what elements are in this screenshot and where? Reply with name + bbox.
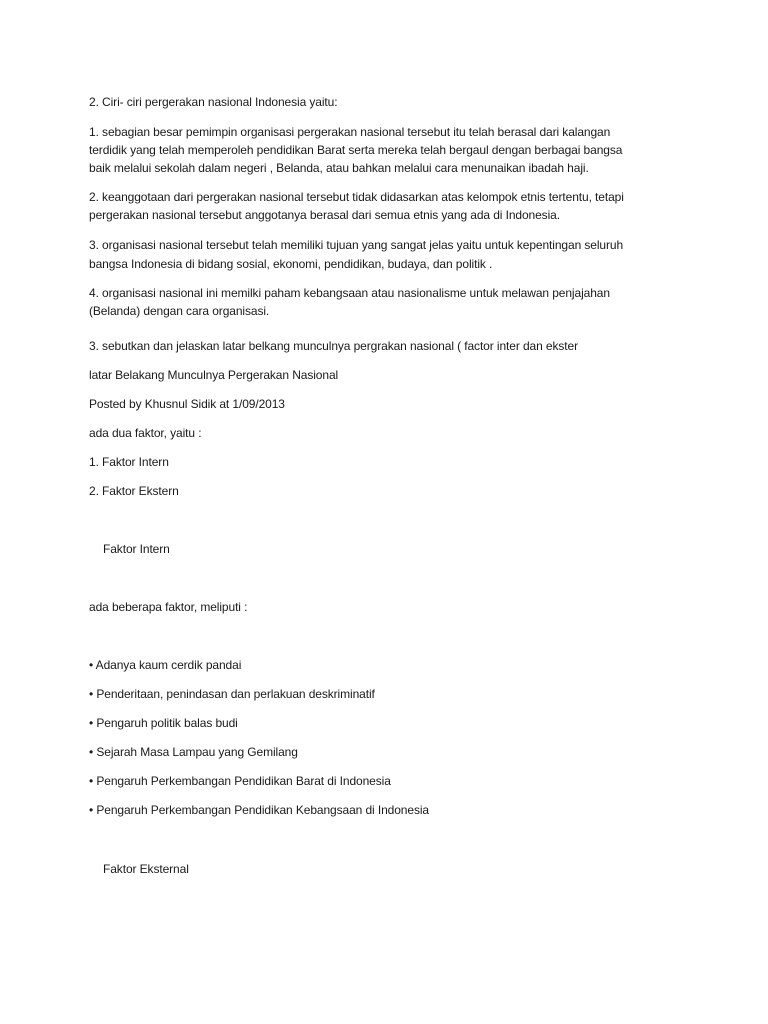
ciri-heading: 2. Ciri- ciri pergerakan nasional Indonesia yaitu:: [89, 95, 338, 109]
bullet-item: • Adanya kaum cerdik pandai: [89, 658, 242, 672]
ciri-item-2-line-2: pergerakan nasional tersebut anggotanya berasal dari semua etnis yang ada di Indonesia.: [89, 208, 560, 222]
bullet-item: • Penderitaan, penindasan dan perlakuan deskriminatif: [89, 687, 375, 701]
ciri-item-2-line-1: 2. keanggotaan dari pergerakan nasional tersebut tidak didasarkan atas kelompok etnis tertentu, tetapi: [89, 190, 624, 204]
ciri-item-1-line-3: baik melalui sekolah dalam negeri , Belanda, atau bahkan melalui cara menunaikan ibadah haji.: [89, 161, 589, 175]
factor-1: 1. Faktor Intern: [89, 455, 169, 469]
factor-2: 2. Faktor Ekstern: [89, 484, 179, 498]
bullet-item: • Pengaruh politik balas budi: [89, 716, 238, 730]
latar-question: 3. sebutkan dan jelaskan latar belkang munculnya pergrakan nasional ( factor inter dan ekster: [89, 339, 578, 353]
ciri-item-1-line-1: 1. sebagian besar pemimpin organisasi pergerakan nasional tersebut itu telah berasal dari kalangan: [89, 125, 611, 139]
ciri-item-3-line-1: 3. organisasi nasional tersebut telah memiliki tujuan yang sangat jelas yaitu untuk kepentingan seluruh: [89, 238, 624, 252]
latar-title: latar Belakang Munculnya Pergerakan Nasional: [89, 368, 339, 382]
ciri-item-1-line-2: terdidik yang telah memperoleh pendidikan Barat serta mereka telah bergaul dengan berbagai bangsa: [89, 143, 623, 157]
intern-intro: ada beberapa faktor, meliputi :: [89, 600, 248, 614]
ciri-item-4-line-1: 4. organisasi nasional ini memilki paham kebangsaan atau nasionalisme untuk melawan penjajahan: [89, 286, 610, 300]
bullet-item: • Pengaruh Perkembangan Pendidikan Kebangsaan di Indonesia: [89, 803, 429, 817]
posted-by: Posted by Khusnul Sidik at 1/09/2013: [89, 397, 285, 411]
bullet-item: • Pengaruh Perkembangan Pendidikan Barat di Indonesia: [89, 774, 391, 788]
ciri-item-3-line-2: bangsa Indonesia di bidang sosial, ekonomi, pendidikan, budaya, dan politik .: [89, 257, 493, 271]
ekstern-heading: Faktor Eksternal: [103, 862, 189, 876]
latar-intro: ada dua faktor, yaitu :: [89, 426, 202, 440]
intern-heading: Faktor Intern: [103, 542, 170, 556]
ciri-item-4-line-2: (Belanda) dengan cara organisasi.: [89, 304, 270, 318]
bullet-item: • Sejarah Masa Lampau yang Gemilang: [89, 745, 298, 759]
